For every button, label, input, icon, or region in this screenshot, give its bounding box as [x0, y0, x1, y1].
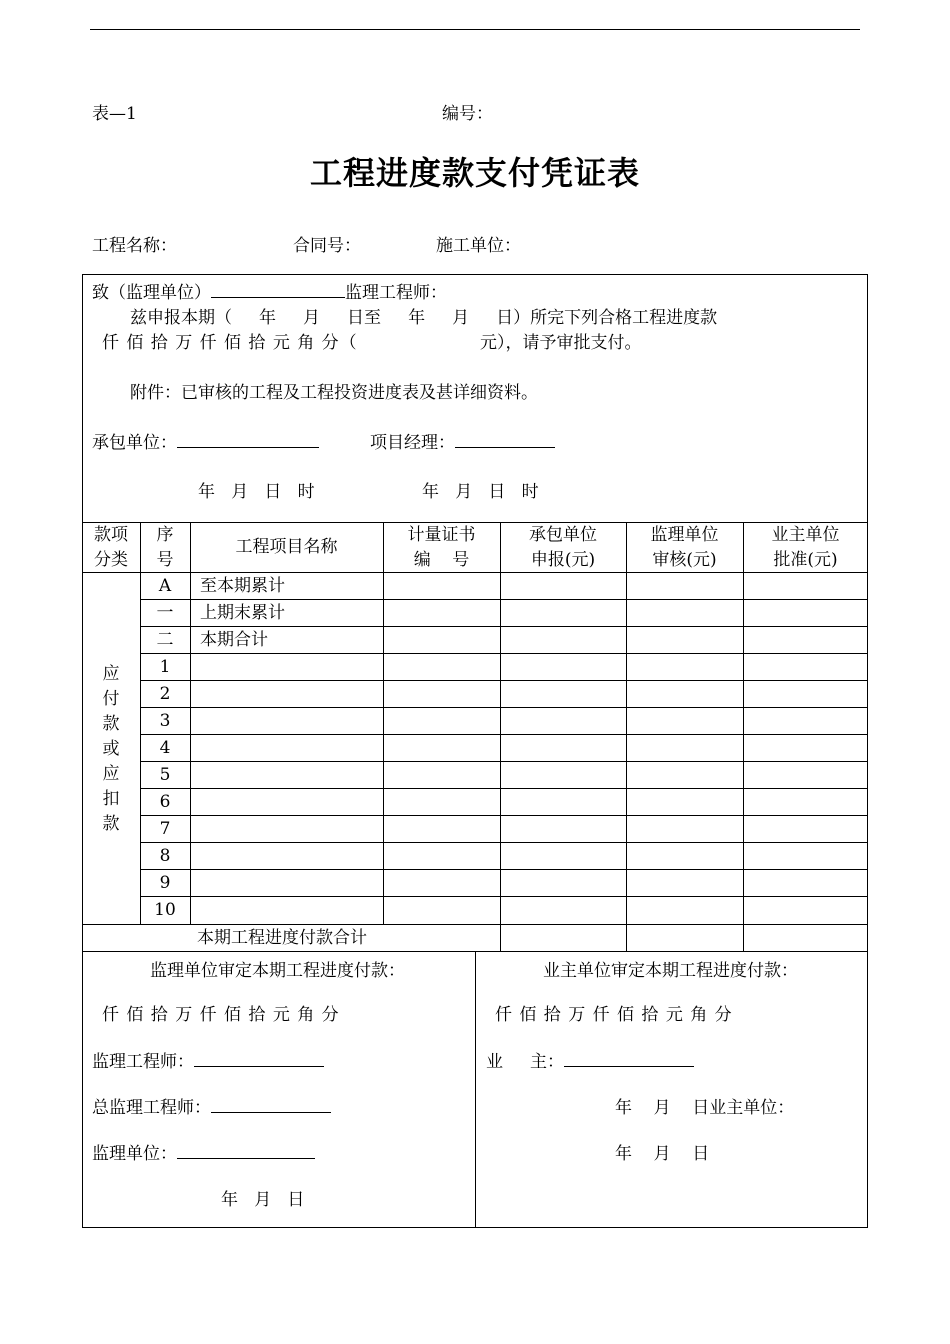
contractor-date: 年 月 日 时	[198, 482, 315, 502]
header-cert-line2: 编 号	[413, 550, 470, 570]
form-number: 表—1	[92, 104, 137, 124]
header-seq-line1: 序	[156, 525, 174, 545]
pm-signature-line	[370, 428, 555, 453]
grid-line	[140, 842, 868, 843]
grid-line	[743, 522, 744, 951]
owner-date-unit: 年 月 日业主单位：	[615, 1098, 795, 1118]
header-contractor-line1: 承包单位	[529, 525, 597, 545]
table-row-seq: 9	[159, 873, 171, 893]
grid-line	[140, 869, 868, 870]
grid-line	[140, 707, 868, 708]
table-row-seq: 10	[154, 900, 176, 920]
amount-units: 仟 佰 拾 万 仟 佰 拾 元 角 分（	[102, 333, 358, 353]
grid-line	[140, 788, 868, 789]
table-row-seq: 6	[159, 792, 171, 812]
project-manager-blank	[455, 431, 555, 448]
category-char: 扣	[102, 789, 120, 809]
table-row-seq: 5	[159, 765, 171, 785]
header-cert-line1: 计量证书	[407, 525, 476, 545]
contractor-unit-label: 承包单位：	[92, 433, 177, 453]
owner-line	[486, 1047, 694, 1072]
supervisor-unit-line	[92, 1139, 315, 1164]
project-name-label: 工程名称：	[92, 236, 177, 256]
table-row-seq: 8	[159, 846, 171, 866]
project-manager-label: 项目经理：	[370, 433, 455, 453]
table-row-name: 至本期累计	[200, 576, 285, 596]
contractor-label: 施工单位：	[436, 236, 521, 256]
to-line	[92, 278, 447, 303]
header-owner-line2: 批准(元)	[773, 550, 838, 570]
page-title: 工程进度款支付凭证表	[309, 154, 640, 192]
header-owner-line1: 业主单位	[771, 525, 840, 545]
table-row-name: 本期合计	[200, 630, 268, 650]
owner-amount-units: 仟 佰 拾 万 仟 佰 拾 元 角 分	[495, 1005, 733, 1025]
table-row-seq: 二	[156, 630, 174, 650]
serial-number-label: 编号：	[442, 104, 493, 124]
total-row-label: 本期工程进度付款合计	[197, 928, 367, 948]
grid-line	[500, 522, 501, 951]
header-category-line1: 款项	[94, 525, 128, 545]
table-row-seq: 一	[156, 603, 174, 623]
top-rule	[90, 29, 860, 30]
header-supervisor-reviewed	[626, 523, 743, 573]
table-row-seq: A	[158, 576, 172, 596]
header-contractor-line2: 申报(元)	[530, 550, 596, 570]
supervisor-amount-units: 仟 佰 拾 万 仟 佰 拾 元 角 分	[102, 1005, 340, 1025]
table-row-name: 上期末累计	[200, 603, 285, 623]
category-char: 付	[102, 689, 120, 709]
grid-line	[190, 522, 191, 924]
table-row-seq: 4	[159, 738, 171, 758]
owner-label: 业 主：	[486, 1052, 565, 1072]
chief-engineer-label: 总监理工程师：	[92, 1098, 211, 1118]
header-owner-approved	[743, 523, 868, 573]
header-contractor-declared	[500, 523, 626, 573]
table-row-seq: 7	[159, 819, 171, 839]
owner-date: 年 月 日	[615, 1144, 710, 1164]
supervisor-engineer-blank	[194, 1050, 324, 1067]
grid-line	[140, 680, 868, 681]
category-char: 款	[102, 814, 120, 834]
supervisor-unit-label: 监理单位：	[92, 1144, 177, 1164]
amount-request-tail: 元），请予审批支付。	[480, 333, 642, 353]
grid-line	[475, 951, 476, 1228]
table-row-seq: 2	[159, 684, 171, 704]
chief-engineer-line	[92, 1093, 331, 1118]
category-vertical-label	[82, 662, 140, 837]
header-seq	[140, 523, 190, 573]
grid-line	[626, 522, 627, 951]
pm-date: 年 月 日 时	[422, 482, 539, 502]
supervisor-unit-blank	[177, 1142, 315, 1159]
grid-line	[140, 896, 868, 897]
header-category-line2: 分类	[94, 550, 128, 570]
category-char: 款	[102, 714, 120, 734]
supervisor-date: 年 月 日	[221, 1190, 305, 1210]
grid-line	[140, 734, 868, 735]
grid-line	[140, 815, 868, 816]
header-seq-line2: 号	[156, 550, 174, 570]
header-supervisor-line2: 审核(元)	[652, 550, 717, 570]
header-category	[82, 523, 140, 573]
grid-line	[140, 761, 868, 762]
table-row-seq: 3	[159, 711, 171, 731]
contract-number-label: 合同号：	[293, 236, 361, 256]
owner-approval-title: 业主单位审定本期工程进度付款：	[543, 961, 798, 981]
supervisor-blank	[211, 281, 345, 298]
grid-line	[383, 522, 384, 924]
supervisor-approval-title: 监理单位审定本期工程进度付款：	[150, 961, 405, 981]
category-char: 应	[102, 664, 120, 684]
supervisor-engineer-line	[92, 1047, 324, 1072]
category-char: 应	[102, 764, 120, 784]
period-line: 兹申报本期（ 年 月 日至 年 月 日）所完下列合格工程进度款	[130, 308, 718, 328]
attachment-note: 附件：已审核的工程及工程投资进度表及甚详细资料。	[130, 383, 538, 403]
contractor-signature-line	[92, 428, 319, 453]
category-char: 或	[102, 739, 120, 759]
header-supervisor-line1: 监理单位	[650, 525, 719, 545]
to-supervisor-label: 致（监理单位）	[92, 283, 211, 303]
table-row-seq: 1	[159, 657, 171, 677]
owner-blank	[564, 1050, 694, 1067]
header-cert-no	[383, 523, 500, 573]
contractor-unit-blank	[177, 431, 319, 448]
supervisor-engineer-sign-label: 监理工程师：	[92, 1052, 194, 1072]
chief-engineer-blank	[211, 1096, 331, 1113]
supervisor-engineer-label: 监理工程师：	[345, 283, 447, 303]
header-item-name: 工程项目名称	[235, 537, 338, 557]
